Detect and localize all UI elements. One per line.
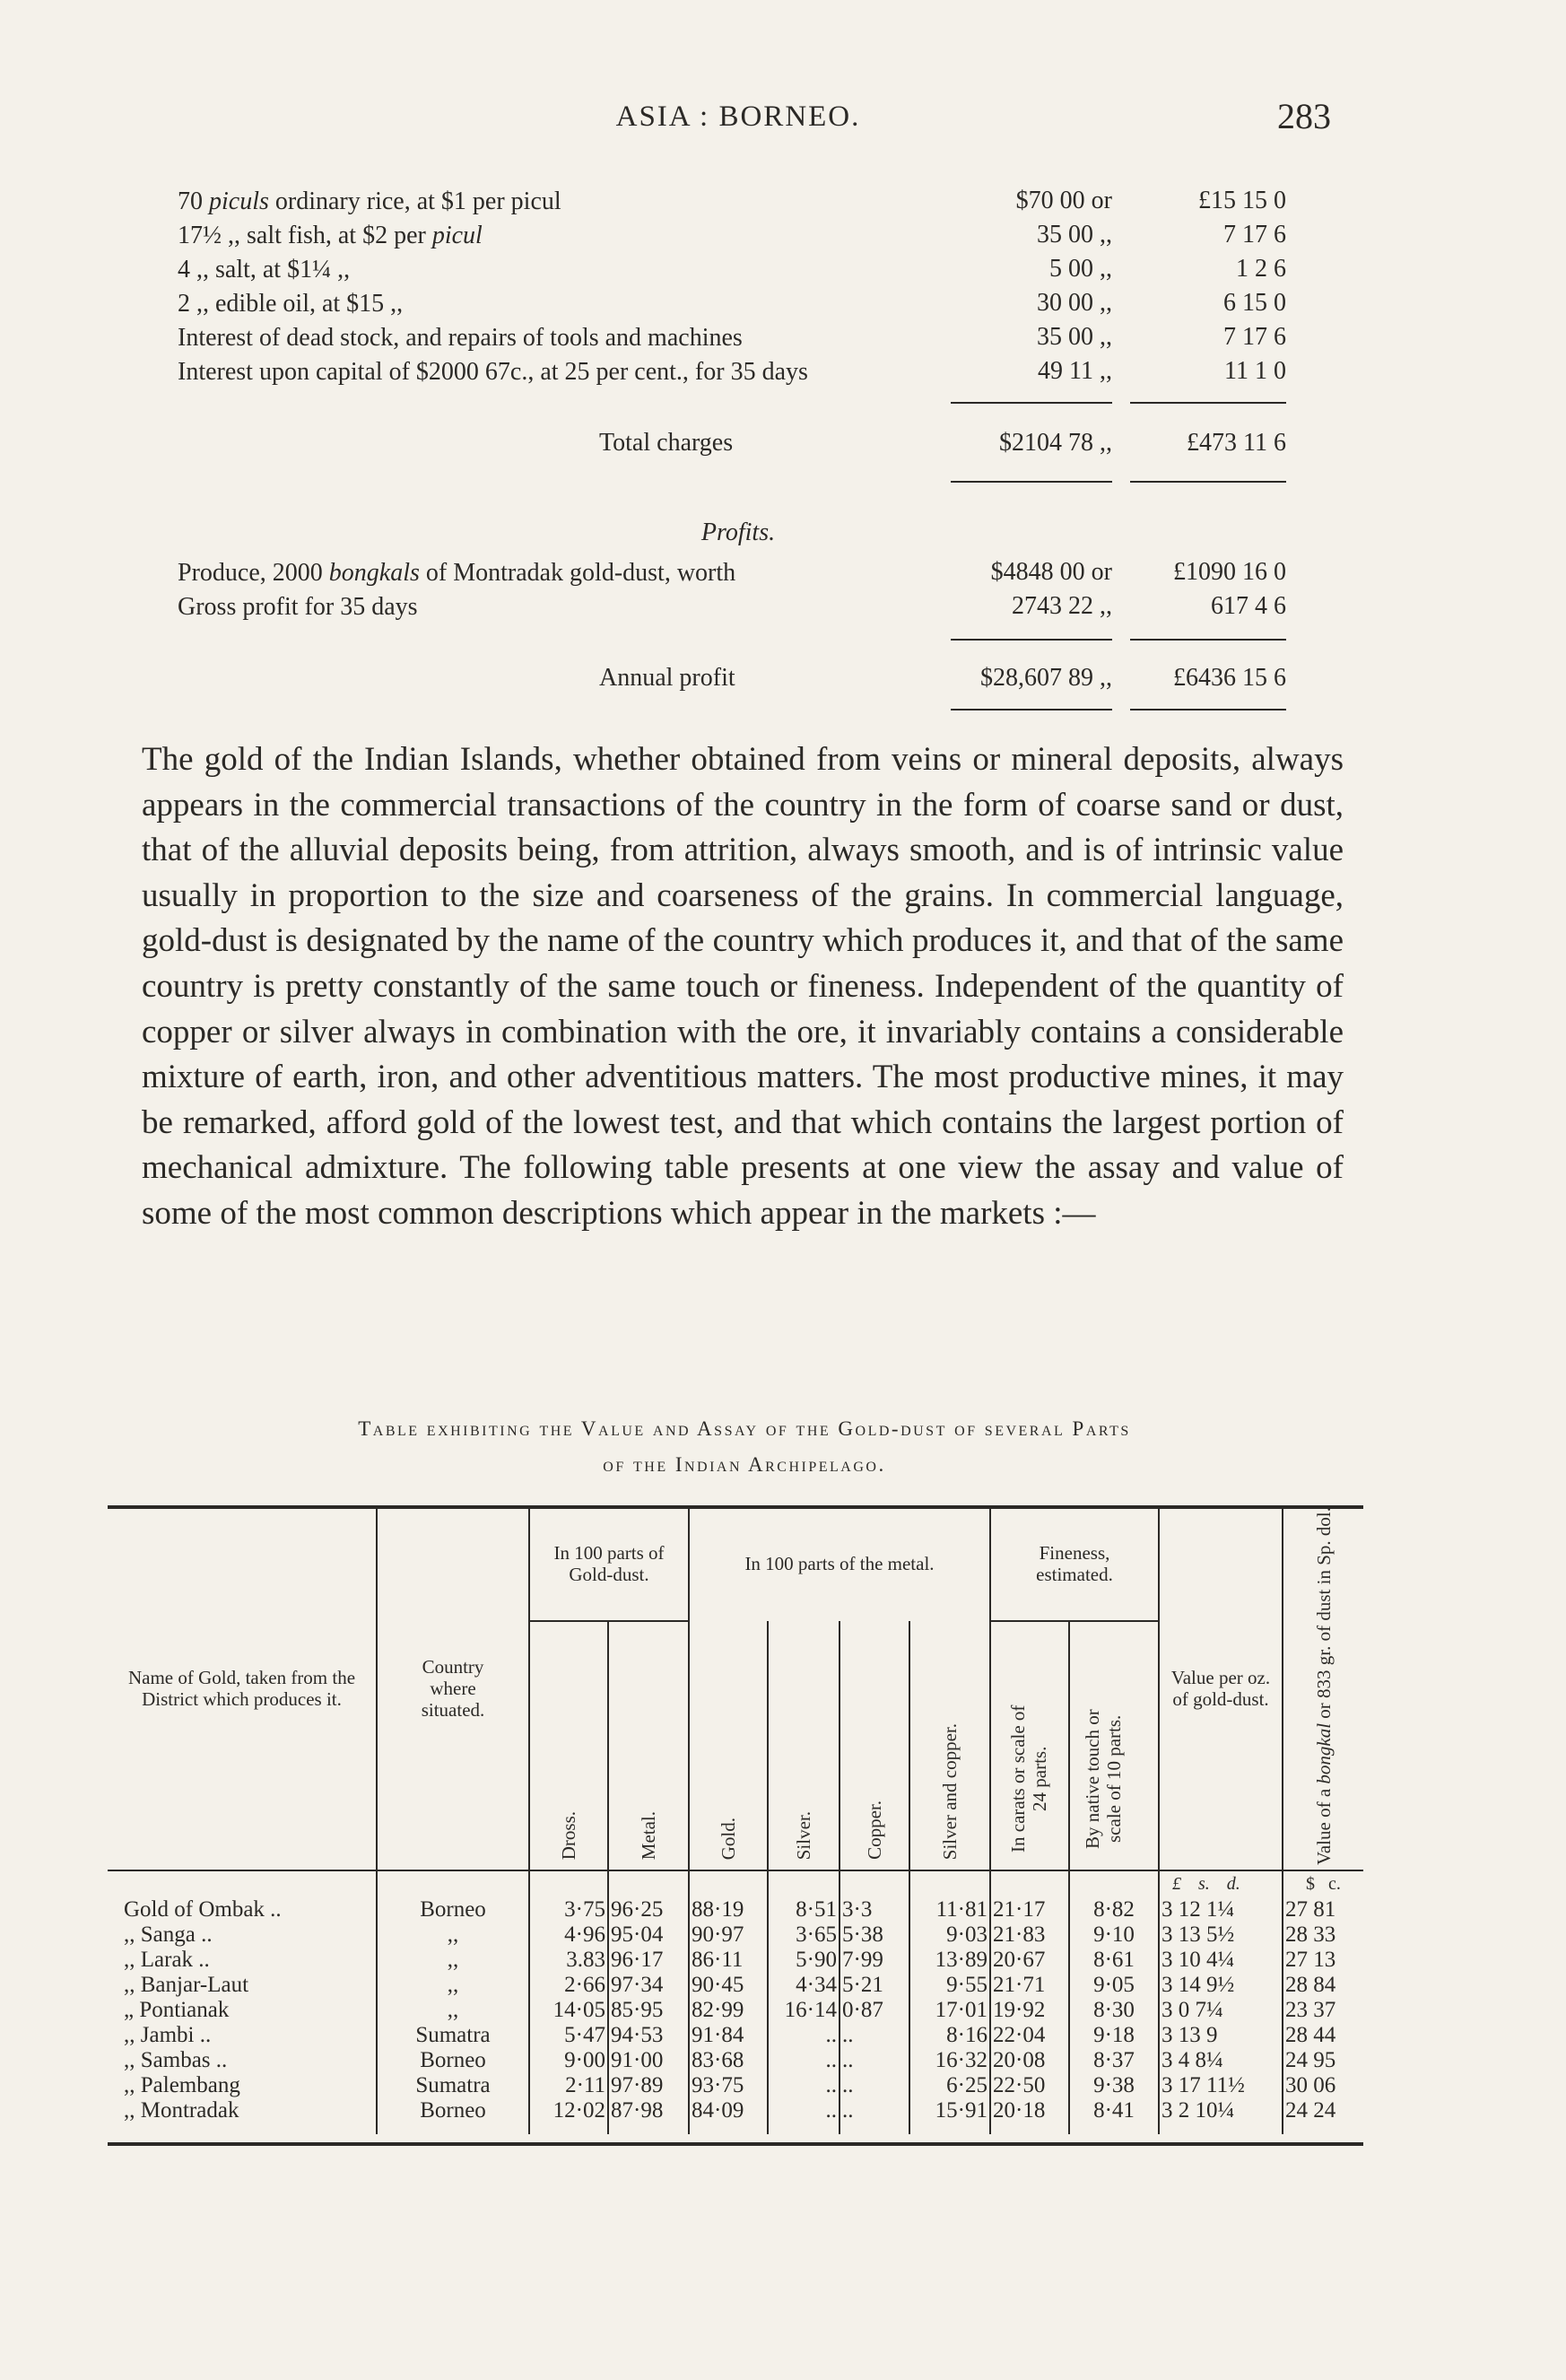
header-name xyxy=(108,1507,377,1870)
cell-country: Borneo xyxy=(377,2048,529,2073)
header-group-fineness xyxy=(990,1507,1159,1621)
charge-pounds: 7 17 6 xyxy=(1223,323,1286,351)
table-row xyxy=(108,1973,1363,1998)
cell-native-touch: 9·10 xyxy=(1069,1922,1159,1948)
cell-silver-copper: 16·32 xyxy=(909,2048,990,2073)
cell-dross: 12·02 xyxy=(529,2098,608,2134)
charge-pounds: 11 1 0 xyxy=(1224,357,1286,385)
charge-pounds: 7 17 6 xyxy=(1223,221,1286,248)
rule xyxy=(1130,709,1286,711)
cell-silver: 5·90 xyxy=(768,1948,840,1973)
header-silver xyxy=(768,1621,840,1870)
cell-metal: 95·04 xyxy=(608,1922,689,1948)
header-value-oz xyxy=(1159,1507,1283,1870)
cell-value-oz: 3 17 11½ xyxy=(1159,2073,1283,2098)
cell-carats: 21·17 xyxy=(990,1897,1069,1922)
cell-silver: .. xyxy=(768,2048,840,2073)
header-group-fineness-text: Fineness, estimated. xyxy=(1036,1541,1113,1585)
profits-heading: Profits. xyxy=(700,519,776,546)
cell-value-bongkal: 28 44 xyxy=(1283,2023,1363,2048)
cell-value-bongkal: 27 81 xyxy=(1283,1897,1363,1922)
cell-carats: 20·08 xyxy=(990,2048,1069,2073)
cell-carats: 19·92 xyxy=(990,1998,1069,2023)
charge-dollars: 30 00 ,, xyxy=(1037,289,1112,317)
cell-value-oz: 3 14 9½ xyxy=(1159,1973,1283,1998)
cell-metal: 96·17 xyxy=(608,1948,689,1973)
header-value-oz-text: Value per oz. of gold-dust. xyxy=(1170,1666,1271,1710)
units-spacer xyxy=(840,1870,909,1897)
table-row xyxy=(108,2023,1363,2048)
cell-carats: 22·04 xyxy=(990,2023,1069,2048)
units-spacer xyxy=(377,1870,529,1897)
cell-value-oz: 3 12 1¼ xyxy=(1159,1897,1283,1922)
charge-pounds: £15 15 0 xyxy=(1198,187,1286,214)
cell-native-touch: 8·37 xyxy=(1069,2048,1159,2073)
cell-metal: 87·98 xyxy=(608,2098,689,2134)
cell-copper: 3·3 xyxy=(840,1897,909,1922)
cell-dross: 3.83 xyxy=(529,1948,608,1973)
rule xyxy=(1130,639,1286,641)
units-spacer xyxy=(768,1870,840,1897)
units-spacer xyxy=(529,1870,608,1897)
cell-value-oz: 3 13 5½ xyxy=(1159,1922,1283,1948)
units-spacer xyxy=(108,1870,377,1897)
cell-native-touch: 8·61 xyxy=(1069,1948,1159,1973)
header-copper xyxy=(840,1621,909,1870)
cell-gold: 93·75 xyxy=(689,2073,768,2098)
cell-gold: 91·84 xyxy=(689,2023,768,2048)
cell-silver: .. xyxy=(768,2098,840,2134)
table-caption-line-2: of the Indian Archipelago. xyxy=(603,1453,886,1476)
cell-silver: 8·51 xyxy=(768,1897,840,1922)
profit-pounds: 617 4 6 xyxy=(1211,592,1286,620)
cell-silver-copper: 6·25 xyxy=(909,2073,990,2098)
cell-native-touch: 8·41 xyxy=(1069,2098,1159,2134)
charge-dollars: 5 00 ,, xyxy=(1049,255,1112,283)
cell-country: Borneo xyxy=(377,2098,529,2134)
header-group-metal xyxy=(689,1507,990,1621)
cell-value-bongkal: 24 95 xyxy=(1283,2048,1363,2073)
cell-gold: 82·99 xyxy=(689,1998,768,2023)
table-caption-line-1: Table exhibiting the Value and Assay of the Gold-dust of several Parts xyxy=(358,1417,1131,1440)
header-dross xyxy=(529,1621,608,1870)
table-row xyxy=(108,2073,1363,2098)
cell-value-bongkal: 28 84 xyxy=(1283,1973,1363,1998)
cell-metal: 97·34 xyxy=(608,1973,689,1998)
cell-name: ,, Sanga .. xyxy=(124,1922,213,1947)
header-native-touch xyxy=(1069,1621,1159,1870)
cell-gold: 88·19 xyxy=(689,1897,768,1922)
charge-label: Interest upon capital of $2000 67c., at 25 per cent., for 35 days xyxy=(178,358,808,386)
cell-metal: 97·89 xyxy=(608,2073,689,2098)
gold-assay-table xyxy=(108,1507,1363,2134)
header-dross-text: Dross. xyxy=(558,1810,579,1860)
running-title: ASIA : BORNEO. xyxy=(615,100,861,133)
cell-metal: 85·95 xyxy=(608,1998,689,2023)
header-group-metal-text: In 100 parts of the metal. xyxy=(744,1553,935,1575)
cell-country: Sumatra xyxy=(377,2073,529,2098)
cell-country: ,, xyxy=(377,1948,529,1973)
table-row xyxy=(108,2098,1363,2134)
cell-value-oz: 3 13 9 xyxy=(1159,2023,1283,2048)
cell-value-oz: 3 0 7¼ xyxy=(1159,1998,1283,2023)
cell-country: ,, xyxy=(377,1973,529,1998)
units-spacer xyxy=(909,1870,990,1897)
profit-label: Gross profit for 35 days xyxy=(178,593,418,621)
cell-dross: 4·96 xyxy=(529,1922,608,1948)
table-row xyxy=(108,1998,1363,2023)
cell-silver-copper: 17·01 xyxy=(909,1998,990,2023)
cell-native-touch: 9·18 xyxy=(1069,2023,1159,2048)
header-metal-text: Metal. xyxy=(638,1810,659,1860)
cell-value-bongkal: 27 13 xyxy=(1283,1948,1363,1973)
cell-name: ,, Jambi .. xyxy=(124,2022,212,2047)
total-charges-pounds: £473 11 6 xyxy=(1187,429,1286,457)
cell-gold: 84·09 xyxy=(689,2098,768,2134)
header-silver-text: Silver. xyxy=(793,1810,814,1860)
annual-profit-pounds: £6436 15 6 xyxy=(1173,664,1286,692)
cell-native-touch: 8·82 xyxy=(1069,1897,1159,1922)
cell-silver-copper: 9·03 xyxy=(909,1922,990,1948)
cell-name: ,, Larak .. xyxy=(124,1947,210,1972)
cell-dross: 9·00 xyxy=(529,2048,608,2073)
rule xyxy=(1130,481,1286,483)
profit-dollars: 2743 22 ,, xyxy=(1012,592,1112,620)
cell-name: ,, Montradak xyxy=(124,2097,239,2123)
header-value-bongkal xyxy=(1283,1507,1363,1870)
cell-copper: .. xyxy=(840,2098,909,2134)
header-carats-text: In carats or scale of 24 parts. xyxy=(1007,1704,1050,1853)
charge-label: 17½ ,, salt fish, at $2 per picul xyxy=(178,222,483,249)
cell-country: Borneo xyxy=(377,1897,529,1922)
cell-carats: 21·71 xyxy=(990,1973,1069,1998)
cell-native-touch: 9·05 xyxy=(1069,1973,1159,1998)
cell-name: ,, Sambas .. xyxy=(124,2047,228,2072)
units-spacer xyxy=(689,1870,768,1897)
units-pounds: £ s. d. xyxy=(1159,1870,1283,1897)
units-dollars: $ c. xyxy=(1283,1870,1363,1897)
cell-copper: .. xyxy=(840,2073,909,2098)
cell-copper: 5·21 xyxy=(840,1973,909,1998)
cell-copper: .. xyxy=(840,2023,909,2048)
header-copper-text: Copper. xyxy=(864,1800,885,1860)
header-native-touch-text: By native touch or scale of 10 parts. xyxy=(1082,1709,1125,1849)
cell-value-bongkal: 30 06 xyxy=(1283,2073,1363,2098)
cell-native-touch: 9·38 xyxy=(1069,2073,1159,2098)
cell-carats: 22·50 xyxy=(990,2073,1069,2098)
cell-silver-copper: 11·81 xyxy=(909,1897,990,1922)
table-body xyxy=(108,1897,1363,2134)
charge-dollars: 35 00 ,, xyxy=(1037,323,1112,351)
cell-copper: 5·38 xyxy=(840,1922,909,1948)
table-row xyxy=(108,2048,1363,2073)
rule xyxy=(951,481,1112,483)
cell-silver: 16·14 xyxy=(768,1998,840,2023)
table-row xyxy=(108,1948,1363,1973)
cell-value-oz: 3 10 4¼ xyxy=(1159,1948,1283,1973)
cell-metal: 91·00 xyxy=(608,2048,689,2073)
cell-silver-copper: 8·16 xyxy=(909,2023,990,2048)
table-bottom-rule xyxy=(108,2142,1363,2146)
cell-gold: 83·68 xyxy=(689,2048,768,2073)
cell-name: „ Pontianak xyxy=(124,1997,230,2022)
cell-native-touch: 8·30 xyxy=(1069,1998,1159,2023)
table-row xyxy=(108,1922,1363,1948)
cell-metal: 96·25 xyxy=(608,1897,689,1922)
charge-label: 70 piculs ordinary rice, at $1 per picul xyxy=(178,187,561,215)
cell-carats: 20·67 xyxy=(990,1948,1069,1973)
profit-label: Produce, 2000 bongkals of Montradak gold-dust, worth xyxy=(178,559,736,587)
cell-copper: 7·99 xyxy=(840,1948,909,1973)
header-silver-copper-text: Silver and copper. xyxy=(939,1722,961,1860)
cell-dross: 2·66 xyxy=(529,1973,608,1998)
header-name-text: Name of Gold, taken from the District which produces it. xyxy=(127,1666,356,1710)
annual-profit-dollars: $28,607 89 ,, xyxy=(980,664,1112,692)
charge-label: 2 ,, edible oil, at $15 ,, xyxy=(178,290,404,318)
annual-profit-label: Annual profit xyxy=(599,664,735,692)
header-gold-text: Gold. xyxy=(718,1817,739,1860)
table-row xyxy=(108,1897,1363,1922)
header-gold xyxy=(689,1621,768,1870)
cell-country: Sumatra xyxy=(377,2023,529,2048)
cell-silver: .. xyxy=(768,2023,840,2048)
cell-name: ,, Palembang xyxy=(124,2072,240,2097)
header-carats xyxy=(990,1621,1069,1870)
cell-metal: 94·53 xyxy=(608,2023,689,2048)
cell-name: Gold of Ombak .. xyxy=(124,1896,282,1922)
rule xyxy=(1130,402,1286,404)
cell-value-bongkal: 24 24 xyxy=(1283,2098,1363,2134)
cell-value-oz: 3 2 10¼ xyxy=(1159,2098,1283,2134)
header-country-text: Country where situated. xyxy=(421,1655,485,1721)
cell-value-bongkal: 28 33 xyxy=(1283,1922,1363,1948)
total-charges-dollars: $2104 78 ,, xyxy=(999,429,1112,457)
header-group-dust xyxy=(529,1507,689,1621)
cell-silver-copper: 13·89 xyxy=(909,1948,990,1973)
cell-silver: 4·34 xyxy=(768,1973,840,1998)
charge-label: Interest of dead stock, and repairs of tools and machines xyxy=(178,324,743,352)
cell-country: ,, xyxy=(377,1998,529,2023)
rule xyxy=(951,709,1112,711)
page-number: 283 xyxy=(1277,96,1331,136)
cell-carats: 20·18 xyxy=(990,2098,1069,2134)
header-silver-copper xyxy=(909,1621,990,1870)
cell-silver: .. xyxy=(768,2073,840,2098)
cell-value-oz: 3 4 8¼ xyxy=(1159,2048,1283,2073)
rule xyxy=(951,639,1112,641)
cell-country: ,, xyxy=(377,1922,529,1948)
cell-silver-copper: 9·55 xyxy=(909,1973,990,1998)
rule xyxy=(951,402,1112,404)
header-value-bongkal-text: Value of a bongkal or 833 gr. of dust in Sp. dol. xyxy=(1312,1507,1335,1865)
cell-dross: 14·05 xyxy=(529,1998,608,2023)
header-metal xyxy=(608,1621,689,1870)
cell-dross: 2·11 xyxy=(529,2073,608,2098)
charge-pounds: 1 2 6 xyxy=(1236,255,1286,283)
units-spacer xyxy=(608,1870,689,1897)
charge-dollars: 49 11 ,, xyxy=(1038,357,1112,385)
cell-silver: 3·65 xyxy=(768,1922,840,1948)
units-spacer xyxy=(990,1870,1069,1897)
cell-dross: 5·47 xyxy=(529,2023,608,2048)
charge-label: 4 ,, salt, at $1¼ ,, xyxy=(178,256,351,283)
cell-gold: 90·97 xyxy=(689,1922,768,1948)
body-paragraph: The gold of the Indian Islands, whether obtained from veins or mineral deposits, always appears in the commercial transactions of the country in the form of coarse sand or dust, that of the alluvial deposits being, from attrition, always smooth, and is of intrinsic value usually in proportion to the size and coarseness of the grains. In commercial language, gold-dust is designated by the name of the country which produces it, and that of the same country is pretty constantly of the same touch or fineness. Independent of the quantity of copper or silver always in combination with the ore, it invariably contains a considerable mixture of earth, iron, and other adventitious matters. The most productive mines, it may be remarked, afford gold of the lowest test, and that which contains the largest portion of mechanical admixture. The following table presents at one view the assay and value of some of the most common descriptions which appear in the markets :— xyxy=(142,741,1344,1232)
cell-silver-copper: 15·91 xyxy=(909,2098,990,2134)
charge-dollars: 35 00 ,, xyxy=(1037,221,1112,248)
units-spacer xyxy=(1069,1870,1159,1897)
cell-gold: 90·45 xyxy=(689,1973,768,1998)
cell-copper: 0·87 xyxy=(840,1998,909,2023)
cell-carats: 21·83 xyxy=(990,1922,1069,1948)
profit-pounds: £1090 16 0 xyxy=(1173,558,1286,586)
header-group-dust-text: In 100 parts of Gold-dust. xyxy=(553,1541,665,1585)
header-country xyxy=(377,1507,529,1870)
cell-copper: .. xyxy=(840,2048,909,2073)
cell-gold: 86·11 xyxy=(689,1948,768,1973)
profit-dollars: $4848 00 or xyxy=(990,558,1112,586)
cell-dross: 3·75 xyxy=(529,1897,608,1922)
total-charges-label: Total charges xyxy=(599,429,734,457)
cell-value-bongkal: 23 37 xyxy=(1283,1998,1363,2023)
charge-pounds: 6 15 0 xyxy=(1223,289,1286,317)
charge-dollars: $70 00 or xyxy=(1015,187,1112,214)
cell-name: ,, Banjar-Laut xyxy=(124,1972,249,1997)
